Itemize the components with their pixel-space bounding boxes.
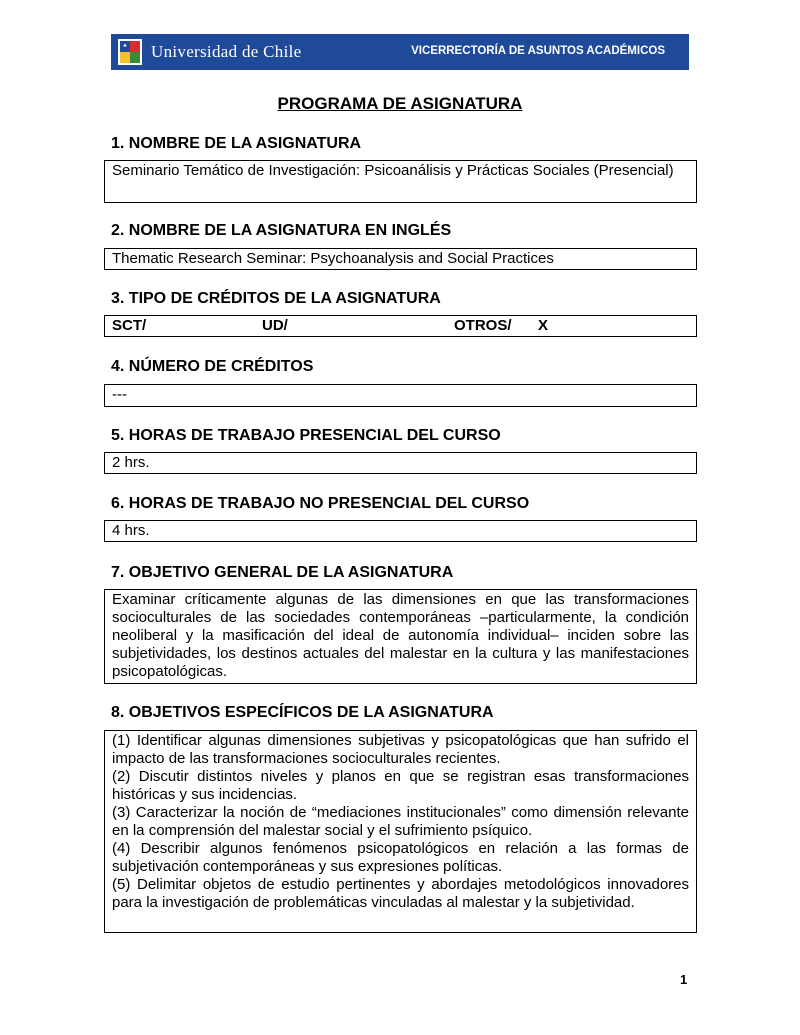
department-name: VICERRECTORÍA DE ASUNTOS ACADÉMICOS bbox=[411, 45, 665, 57]
specific-objective-item: (1) Identificar algunas dimensiones subjetivas y psicopatológicas que han sufrido el impacto de las transformaciones socioculturales recientes. bbox=[112, 732, 689, 767]
section-4-heading: 4. NÚMERO DE CRÉDITOS bbox=[111, 358, 314, 375]
section-4-box bbox=[104, 384, 697, 407]
general-objective: Examinar críticamente algunas de las dimensiones en que las transformaciones socioculturales de las sociedades contemporáneas –particularmente, la condición neoliberal y la masificación del ideal de autonomía individual– inciden sobre las subjetividades, los destinos actuales del malestar en la cultura y las manifestaciones psicopatológicas. bbox=[112, 591, 689, 680]
section-5-heading: 5. HORAS DE TRABAJO PRESENCIAL DEL CURSO bbox=[111, 427, 501, 444]
course-name: Seminario Temático de Investigación: Psicoanálisis y Prácticas Sociales (Presencial) bbox=[112, 162, 674, 179]
course-name-english: Thematic Research Seminar: Psychoanalysis and Social Practices bbox=[112, 250, 554, 267]
credit-count: --- bbox=[112, 386, 127, 403]
university-name: Universidad de Chile bbox=[151, 42, 302, 61]
specific-objective-item: (3) Caracterizar la noción de “mediaciones institucionales” como dimensión relevante en la comprensión del malestar social y el sufrimiento psíquico. bbox=[112, 804, 689, 839]
credit-type-row bbox=[112, 317, 689, 335]
section-7-heading: 7. OBJETIVO GENERAL DE LA ASIGNATURA bbox=[111, 564, 454, 581]
section-3-heading: 3. TIPO DE CRÉDITOS DE LA ASIGNATURA bbox=[111, 290, 441, 307]
presential-hours: 2 hrs. bbox=[112, 454, 150, 471]
section-1-heading: 1. NOMBRE DE LA ASIGNATURA bbox=[111, 135, 362, 152]
university-crest-icon bbox=[117, 38, 143, 66]
credit-otros: OTROS/ bbox=[454, 317, 512, 334]
specific-objective-item: (2) Discutir distintos niveles y planos en que se registran esas transformaciones históricas y sus incidencias. bbox=[112, 768, 689, 803]
section-1-box bbox=[104, 160, 697, 203]
specific-objective-item: (5) Delimitar objetos de estudio pertinentes y abordajes metodológicos innovadores para la investigación de problemáticas vinculadas al malestar y la subjetividad. bbox=[112, 876, 689, 911]
section-5-box bbox=[104, 452, 697, 474]
section-7-box bbox=[104, 589, 697, 684]
section-8-box bbox=[104, 730, 697, 933]
credit-ud: UD/ bbox=[262, 317, 288, 334]
document-title: PROGRAMA DE ASIGNATURA bbox=[277, 94, 523, 113]
section-3-box bbox=[104, 315, 697, 337]
section-8-heading: 8. OBJETIVOS ESPECÍFICOS DE LA ASIGNATURA bbox=[111, 704, 494, 721]
non-presential-hours: 4 hrs. bbox=[112, 522, 150, 539]
section-6-heading: 6. HORAS DE TRABAJO NO PRESENCIAL DEL CURSO bbox=[111, 495, 530, 512]
section-2-heading: 2. NOMBRE DE LA ASIGNATURA EN INGLÉS bbox=[111, 222, 452, 239]
specific-objective-item: (4) Describir algunos fenómenos psicopatológicos en relación a las formas de subjetivación contemporáneas y sus expresiones políticas. bbox=[112, 840, 689, 875]
header-banner bbox=[111, 34, 689, 70]
credit-otros-mark: X bbox=[538, 317, 549, 334]
credit-sct: SCT/ bbox=[112, 317, 147, 334]
page-number: 1 bbox=[680, 972, 688, 987]
section-6-box bbox=[104, 520, 697, 542]
section-2-box bbox=[104, 248, 697, 270]
